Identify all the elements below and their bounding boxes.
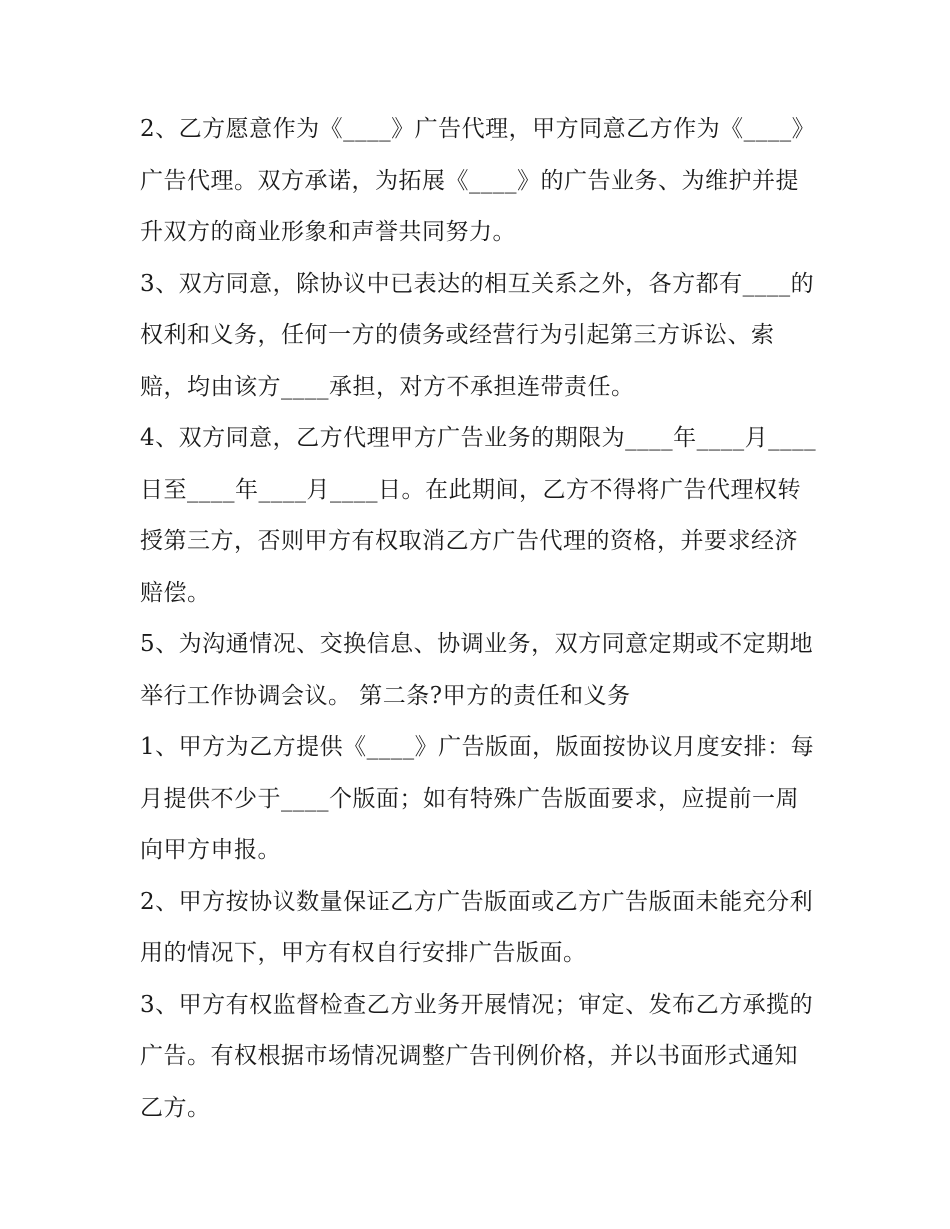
party-a-duty-1: 1、甲方为乙方提供《____》广告版面，版面按协议月度安排：每月提供不少于____个版面；如有特殊广告版面要求，应提前一周向甲方申报。 (140, 734, 815, 863)
clause-paragraph-5-meetings: 5、为沟通情况、交换信息、协调业务，双方同意定期或不定期地举行工作协调会议。 第二条?甲方的责任和义务 (140, 631, 814, 709)
clause-paragraph-3-independence: 3、双方同意，除协议中已表达的相互关系之外，各方都有____的权利和义务，任何一方的债务或经营行为引起第三方诉讼、索赔，均由该方____承担，对方不承担连带责任。 (140, 270, 815, 400)
clause-paragraph-2-agency: 2、乙方愿意作为《____》广告代理，甲方同意乙方作为《____》广告代理。双方承诺，为拓展《____》的广告业务、为维护并提升双方的商业形象和声誉共同努力。 (140, 116, 816, 245)
document-body (140, 104, 820, 1134)
party-a-duty-2: 2、甲方按协议数量保证乙方广告版面或乙方广告版面未能充分利用的情况下，甲方有权自行安排广告版面。 (140, 888, 814, 966)
party-a-duty-3: 3、甲方有权监督检查乙方业务开展情况；审定、发布乙方承揽的广告。有权根据市场情况调整广告刊例价格，并以书面形式通知乙方。 (140, 991, 814, 1121)
clause-paragraph-4-term: 4、双方同意，乙方代理甲方广告业务的期限为____年____月____日至____年____月____日。在此期间，乙方不得将广告代理权转授第三方，否则甲方有权取消乙方广告代理的资格，并要求经济赔偿。 (140, 425, 817, 606)
